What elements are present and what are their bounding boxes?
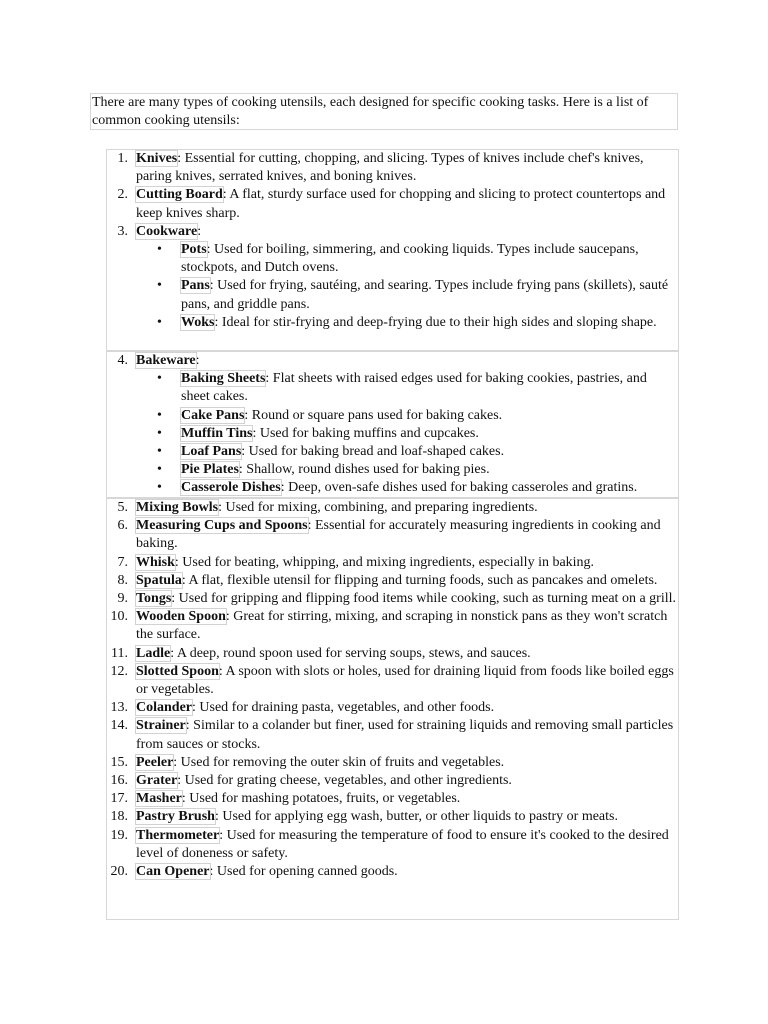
item-number: 2.	[117, 187, 128, 203]
item-number: 5.	[117, 500, 128, 515]
item-description: : Used for draining pasta, vegetables, and other foods.	[192, 700, 495, 716]
item-description: : Essential for accurately measuring ingredients in cooking and baking.	[136, 518, 661, 552]
item-number: 14.	[110, 718, 128, 734]
sub-item-term: Muffin Tins	[181, 425, 253, 441]
bullet-icon: •	[157, 425, 162, 441]
bullet-icon: •	[157, 480, 162, 496]
item-description: : Used for beating, whipping, and mixing ingredients, especially in baking.	[174, 554, 595, 570]
item-term: Can Opener	[136, 864, 210, 880]
item-number: 17.	[110, 791, 128, 807]
item-description: : Used for gripping and flipping food items while cooking, such as turning meat on a grill.	[171, 591, 676, 607]
item-number: 16.	[110, 773, 128, 789]
list-item-knives	[107, 150, 678, 186]
item-number: 11.	[111, 645, 128, 661]
item-description: : A flat, flexible utensil for flipping and turning foods, such as pancakes and omelets.	[181, 572, 658, 588]
item-number: 1.	[117, 151, 128, 166]
list-item-cookware	[107, 223, 678, 241]
list-item-cutting-board	[107, 186, 678, 222]
item-term: Colander	[136, 700, 192, 716]
item-term: Masher	[136, 791, 182, 807]
list-item-grater	[107, 772, 681, 790]
sublist-item-muffin-tins	[107, 425, 678, 443]
bullet-icon: •	[157, 371, 162, 387]
intro-paragraph: There are many types of cooking utensils, each designed for specific cooking tasks. Here is a list of common cooking utensils:	[90, 93, 678, 130]
item-number: 6.	[117, 518, 128, 534]
item-description: : Similar to a colander but finer, used for straining liquids and removing small particles from sauces or stocks.	[136, 718, 674, 752]
item-description: : Used for removing the outer skin of fruits and vegetables.	[173, 754, 505, 770]
item-number: 19.	[110, 827, 128, 843]
sub-item-description: : Ideal for stir-frying and deep-frying due to their high sides and sloping shape.	[214, 314, 657, 330]
item-number: 8.	[117, 572, 128, 588]
list-item-colander	[107, 699, 681, 717]
item-term: Cutting Board	[136, 187, 223, 203]
sublist-item-cake-pans	[107, 407, 678, 425]
list-item-spatula	[107, 572, 681, 590]
item-number: 15.	[110, 754, 128, 770]
item-term: Ladle	[136, 645, 171, 661]
item-term: Bakeware	[136, 353, 196, 368]
item-term: Slotted Spoon	[136, 663, 219, 679]
sub-item-term: Woks	[181, 314, 215, 330]
item-term: Thermometer	[136, 827, 220, 843]
list-item-bakeware	[107, 352, 678, 370]
sub-item-term: Cake Pans	[181, 407, 245, 423]
sublist-item-pots	[107, 241, 678, 277]
item-description: : Essential for cutting, chopping, and slicing. Types of knives include chef's knives, paring knives, serrated knives, and boning knives.	[136, 151, 644, 185]
item-number: 4.	[117, 353, 128, 368]
list-item-whisk	[107, 554, 681, 572]
item-description: : Used for grating cheese, vegetables, and other ingredients.	[177, 773, 512, 789]
list-item-pastry-brush	[107, 808, 681, 826]
sub-item-term: Pans	[181, 278, 210, 294]
item-description: : Used for opening canned goods.	[209, 864, 398, 880]
item-description: : A deep, round spoon used for serving soups, stews, and sauces.	[170, 645, 531, 661]
sub-item-description: : Used for frying, sautéing, and searing. Types include frying pans (skillets), sauté pans, and griddle pans.	[181, 278, 669, 312]
sub-item-description: : Used for boiling, simmering, and cooking liquids. Types include saucepans, stockpots, and Dutch ovens.	[181, 242, 639, 276]
item-term: Grater	[136, 773, 178, 789]
sublist-item-loaf-pans	[107, 443, 678, 461]
list-item-masher	[107, 790, 681, 808]
sub-item-term: Pots	[181, 242, 207, 258]
item-number: 10.	[110, 609, 128, 625]
sublist-item-casserole-dishes	[107, 479, 678, 497]
item-number: 18.	[110, 809, 128, 825]
item-term: Knives	[136, 151, 178, 166]
bullet-icon: •	[157, 407, 162, 423]
bullet-icon: •	[157, 314, 162, 330]
sublist-item-baking-sheets	[107, 370, 678, 406]
item-term: Measuring Cups and Spoons	[136, 518, 308, 534]
list-item-mixing-bowls	[107, 499, 681, 517]
sublist-item-woks	[107, 314, 678, 332]
sub-item-term: Loaf Pans	[181, 444, 242, 460]
item-number: 3.	[117, 223, 128, 239]
sublist-item-pie-plates	[107, 461, 678, 479]
list-item-slotted-spoon	[107, 663, 681, 699]
sub-item-term: Baking Sheets	[181, 371, 266, 387]
sub-item-description: : Shallow, round dishes used for baking pies.	[238, 462, 490, 478]
item-term: Cookware	[136, 223, 198, 239]
item-description: : Used for mashing potatoes, fruits, or vegetables.	[181, 791, 461, 807]
list-item-can-opener	[107, 863, 681, 881]
item-number: 13.	[110, 700, 128, 716]
list-item-strainer	[107, 717, 681, 753]
sub-item-description: : Deep, oven-safe dishes used for baking casseroles and gratins.	[280, 480, 638, 496]
item-description: :	[197, 223, 202, 239]
item-description: : A flat, sturdy surface used for chopping and slicing to protect countertops and keep knives sharp.	[136, 187, 666, 221]
item-description: :	[195, 353, 200, 368]
item-description: : Used for applying egg wash, butter, or other liquids to pastry or meats.	[214, 809, 618, 825]
item-term: Pastry Brush	[136, 809, 215, 825]
item-number: 20.	[110, 864, 128, 880]
list-section-1	[106, 149, 679, 351]
sub-item-description: : Used for baking muffins and cupcakes.	[252, 425, 479, 441]
item-description: : Used for mixing, combining, and preparing ingredients.	[218, 500, 538, 515]
item-term: Peeler	[136, 754, 174, 770]
list-item-tongs	[107, 590, 681, 608]
bullet-icon: •	[157, 462, 162, 478]
sub-item-term: Casserole Dishes	[181, 480, 281, 496]
list-section-3	[106, 498, 679, 920]
item-term: Whisk	[136, 554, 175, 570]
item-term: Strainer	[136, 718, 186, 734]
item-number: 7.	[117, 554, 128, 570]
item-description: : A spoon with slots or holes, used for draining liquid from foods like boiled eggs or vegetables.	[136, 663, 674, 698]
item-term: Wooden Spoon	[136, 609, 226, 625]
item-description: : Used for measuring the temperature of food to ensure it's cooked to the desired level of doneness or safety.	[136, 827, 669, 861]
list-section-2	[106, 351, 679, 498]
item-term: Spatula	[136, 572, 182, 588]
item-number: 9.	[117, 591, 128, 607]
bullet-icon: •	[157, 278, 162, 294]
list-item-ladle	[107, 645, 681, 663]
sub-item-description: : Round or square pans used for baking cakes.	[244, 407, 503, 423]
item-term: Mixing Bowls	[136, 500, 219, 515]
list-item-thermometer	[107, 827, 681, 863]
sublist-item-pans	[107, 277, 678, 313]
sub-item-description: : Used for baking bread and loaf-shaped cakes.	[241, 444, 505, 460]
item-number: 12.	[110, 663, 128, 679]
item-description: : Great for stirring, mixing, and scraping in nonstick pans as they won't scratch the surface.	[136, 609, 668, 643]
list-item-wooden-spoon	[107, 608, 681, 644]
bullet-icon: •	[157, 444, 162, 460]
item-term: Tongs	[136, 591, 172, 607]
bullet-icon: •	[157, 242, 162, 258]
sub-item-description: : Flat sheets with raised edges used for baking cookies, pastries, and sheet cakes.	[181, 371, 647, 405]
list-item-peeler	[107, 754, 681, 772]
sub-item-term: Pie Plates	[181, 462, 239, 478]
list-item-measuring-cups	[107, 517, 681, 553]
